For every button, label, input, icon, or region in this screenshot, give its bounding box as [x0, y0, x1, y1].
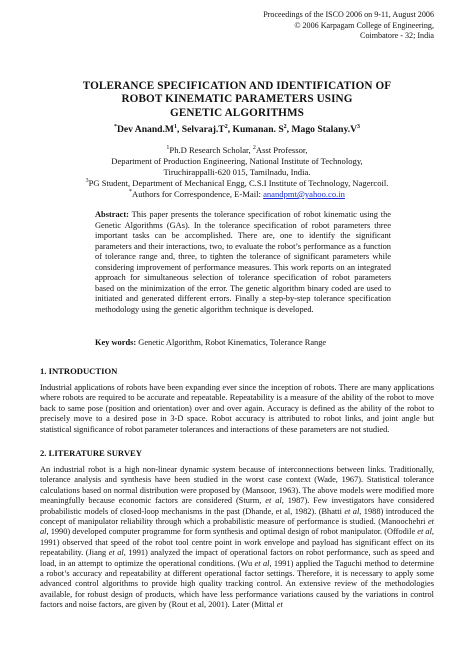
keywords-block	[95, 338, 391, 347]
title-line-3: GENETIC ALGORITHMS	[170, 106, 304, 119]
author-2: Selvaraj.T	[181, 124, 225, 135]
abstract-text: This paper presents the tolerance specification of robot kinematic using the Genetic Algorithms (GAs). In the tolerance specification of robot parameters three important tasks can be accomplished. There are, one to identify the significant parameters and their interactions, two, to evaluate the robot’s performance as a function of tolerance range and, three, to tighten the tolerance of significant parameters while considering improvement of performance measures. This work reports on an integrated approach for simultaneous selection of tolerance specification of robot parameters based on the minimization of the error. The genetic algorithm binary coded are used to initiated and generated different errors. Finally a step-by-step tolerance specification methodology using the genetic algorithm technique is developed.	[95, 210, 391, 314]
affiliation-line-2: Department of Production Engineering, National Institute of Technology,	[111, 156, 363, 166]
paper-title	[40, 80, 434, 120]
et-al: et al	[40, 517, 434, 537]
affiliation-sup: *	[129, 189, 133, 196]
section-1-heading: 1. INTRODUCTION	[40, 366, 118, 376]
title-line-1: TOLERANCE SPECIFICATION AND IDENTIFICATION OF	[82, 80, 392, 92]
affiliation-text: Asst Professor,	[255, 145, 308, 155]
keywords-text: Genetic Algorithm, Robot Kinematics, Tolerance Range	[136, 338, 327, 347]
et-al: et al	[265, 496, 282, 506]
location-line: Coimbatore - 32; India	[360, 31, 434, 40]
affiliation-text: Ph.D Research Scholar,	[169, 145, 253, 155]
author-4: Mago Stalany.V	[291, 124, 358, 135]
keywords-label: Key words:	[95, 338, 137, 347]
paragraph-text: , 1987). Few investigators have considered probabilistic models of closed-loop mechanisms in the past (Dhande, et al, 1982). (Bhatti	[40, 496, 434, 516]
section-1-text: Industrial applications of robots have been expanding ever since the inception of robots. There are many applications where robots are required to be accurate and repeatable. Repeatability is a measure of the ability of the robot to move back to same pose (position and orientation) over and over again. Accuracy is defined as the ability of the robot to precisely move to a desired pose in 3-D space. Robot accuracy is attributed to robot links, and joint angle but statistical significance of robot parameter tolerances and interactions of these parameters are not studied.	[40, 383, 434, 434]
section-2-text	[40, 465, 434, 611]
paragraph-text: An industrial robot is a high non-linear dynamic system because of interconnections between links. Traditionally, tolerance analysis and synthesis have been studied in the worst case context (Wade, 1967). Statistical tolerance calculations based on normal distribution were proposed by (Mansoor, 1963). The above models were modified more meaningfully because economic factors are considered (Sturm,	[40, 465, 434, 506]
et-al: et al	[344, 506, 360, 516]
affiliation-sup: 3	[85, 178, 89, 185]
affiliation-text: Authors for Correspondence, E-Mail:	[132, 189, 264, 199]
affiliation-line-5	[40, 189, 434, 200]
proceedings-header	[214, 10, 434, 42]
author-4-sup: 3	[357, 123, 361, 130]
copyright-line: © 2006 Karpagam College of Engineering,	[294, 20, 434, 30]
affiliation-sup: 1	[166, 145, 170, 152]
paragraph-text: , 1990) developed computer programme for form synthesis and optimal design of robot manipulator. (Offodile	[46, 527, 418, 537]
affiliation-sup: 2	[252, 145, 256, 152]
email-link[interactable]: anandpmt@yahoo.co.in	[263, 189, 345, 199]
et-al: et	[276, 600, 283, 610]
paragraph-text: , 1988) introduced the concept of manipulator reliability through which a probabilistic measure of performance is studied. (Manoochehri	[40, 506, 434, 527]
section-2-heading: 2. LITERATURE SURVEY	[40, 448, 142, 458]
author-3: Kumanan. S	[232, 124, 284, 135]
affiliations	[40, 145, 434, 200]
et-al: et al	[417, 527, 432, 537]
proceedings-line: Proceedings of the ISCO 2006 on 9-11, August 2006	[263, 10, 434, 19]
et-al: et al	[254, 558, 270, 568]
author-3-sup: 2	[283, 123, 287, 130]
paragraph-text: , 1991) analyzed the impact of operational factors on robot performance, such as speed and load, in an attempt to optimize the operational conditions. (Wu	[40, 548, 434, 568]
affiliation-line-1	[40, 145, 434, 156]
author-1-sup: 1	[173, 123, 177, 130]
paragraph-text: , 1991) applied the Taguchi method to determine a robot’s accuracy and repeatability at different operational factor settings. Therefore, it is necessary to apply some advanced control algorithms to provide high quality tracking control. An extensive review of the methodologies available, for robust design of products, which have less performance variations caused by the variations in control factors and noise factors, are given by (Rout et al, 2001). Later (Mittal	[40, 558, 434, 610]
title-line-2: ROBOT KINEMATIC PARAMETERS USING	[121, 93, 353, 106]
author-1: Dev Anand.M	[116, 124, 174, 135]
affiliation-line-3: Tiruchirappalli-620 015, Tamilnadu, India.	[163, 167, 311, 177]
author-sep: ,	[286, 124, 292, 135]
author-sep: ,	[176, 124, 182, 135]
affiliation-text: PG Student, Department of Mechanical Engg, C.S.I Institute of Technology, Nagercoil.	[88, 178, 389, 188]
author-2-sup: 2	[224, 123, 228, 130]
abstract-label: Abstract:	[95, 210, 129, 219]
author-list	[40, 124, 434, 135]
affiliation-line-4	[40, 178, 434, 189]
lead-author-marker: *	[113, 123, 117, 130]
et-al: et al	[108, 548, 124, 558]
paragraph-text: , 1991) observed that speed of the robot tool centre point in work envelope and payload has significant effect on its repeatability. (Jiang	[40, 527, 434, 558]
author-sep: ,	[227, 124, 233, 135]
abstract-block	[95, 210, 391, 315]
